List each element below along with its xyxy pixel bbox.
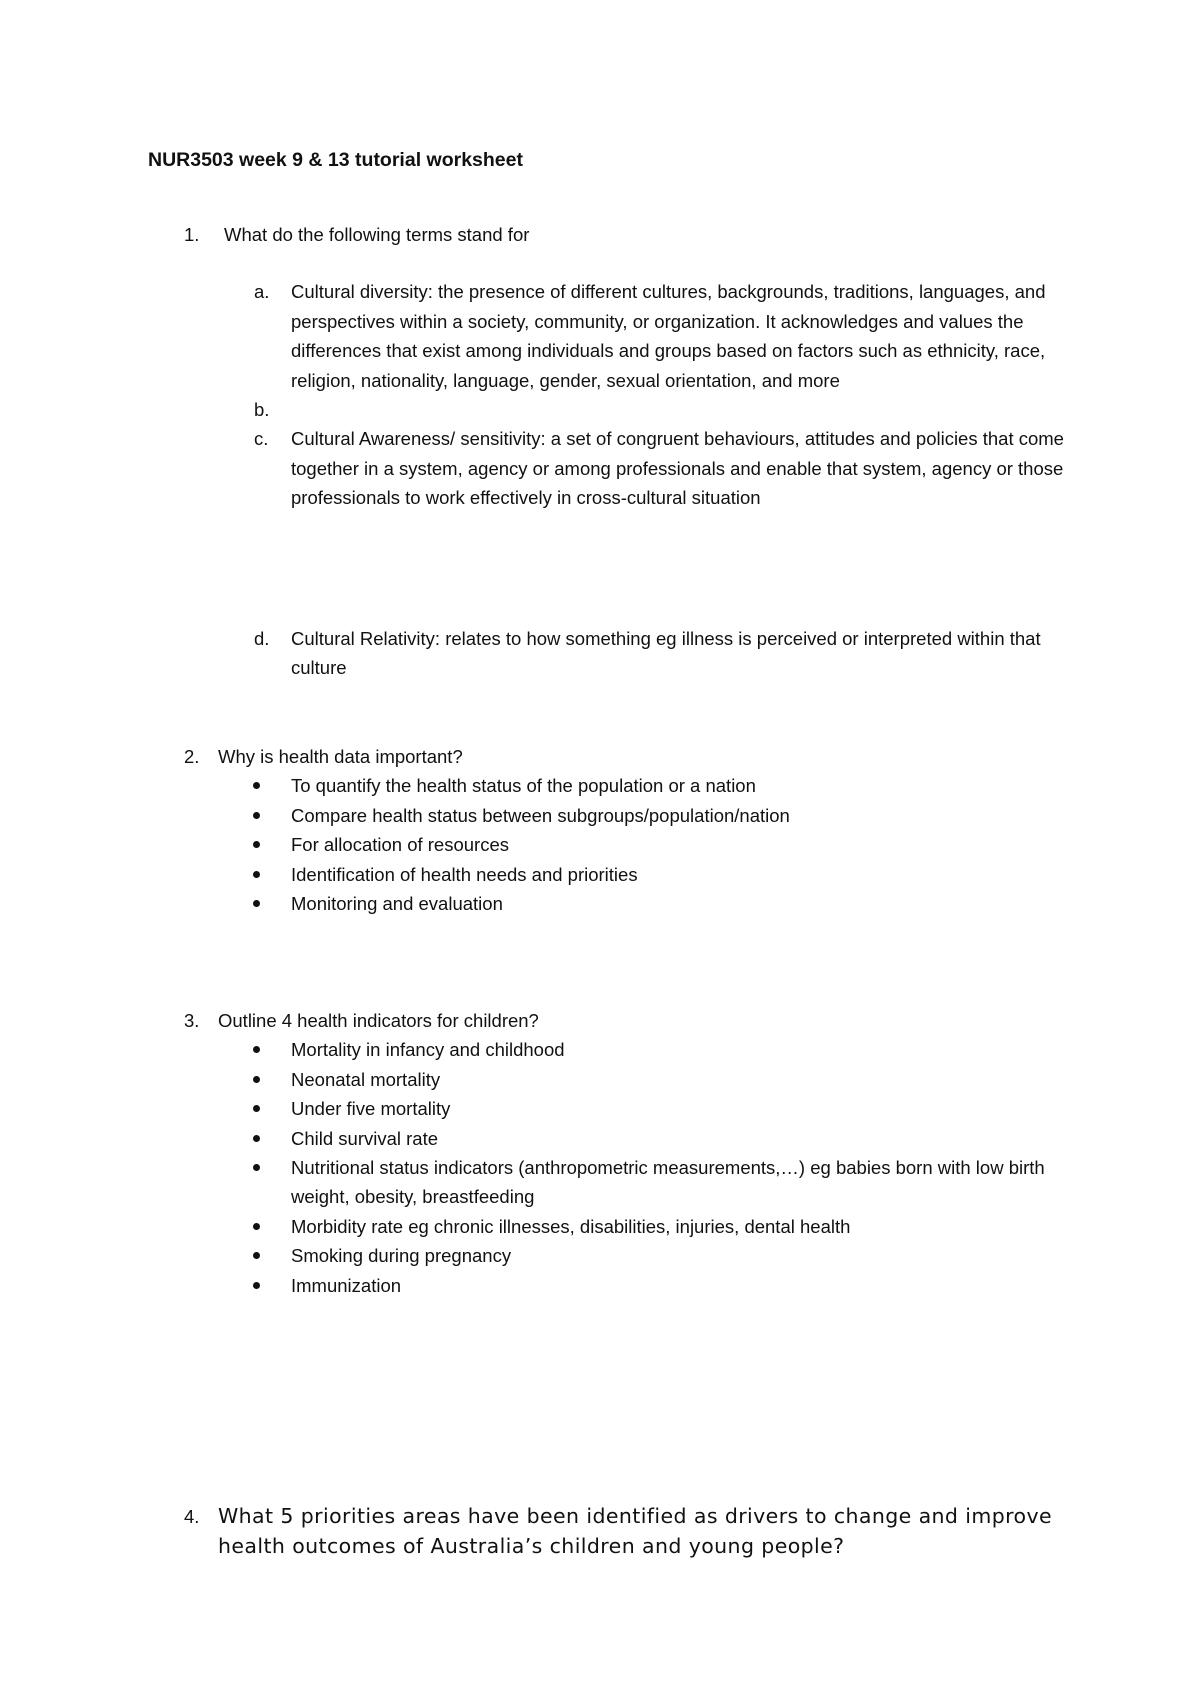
question-text: Why is health data important?	[218, 746, 463, 767]
list-item	[0, 1153, 1200, 1212]
question-3	[0, 1006, 1200, 1300]
item-letter: c.	[254, 428, 269, 450]
question-text: Outline 4 health indicators for children?	[218, 1010, 539, 1031]
bullet-list	[0, 1035, 1200, 1300]
term-item-d	[0, 624, 1200, 683]
list-item-text: Smoking during pregnancy	[291, 1245, 512, 1267]
bullet-icon	[253, 1252, 260, 1259]
bullet-icon	[253, 812, 260, 819]
item-letter: b.	[254, 399, 270, 421]
bullet-icon	[253, 1046, 260, 1053]
list-item-text: Compare health status between subgroups/population/nation	[291, 804, 790, 826]
bullet-icon	[253, 1135, 260, 1142]
item-letter: d.	[254, 628, 270, 649]
question-text: What do the following terms stand for	[224, 224, 530, 245]
term-item-a	[0, 277, 1200, 395]
list-item-text: Immunization	[291, 1274, 402, 1296]
item-text	[291, 395, 1071, 424]
question-number: 1.	[184, 224, 200, 245]
question-number: 4.	[184, 1506, 200, 1527]
list-item-text: Mortality in infancy and childhood	[291, 1039, 565, 1061]
item-letter: a.	[254, 281, 270, 303]
term-item-c	[0, 424, 1200, 512]
item-text: Cultural Awareness/ sensitivity: a set of congruent behaviours, attitudes and policies that come together in a system, agency or among professionals and enable that system, agency or those professionals to work effectively in cross-cultural situation	[291, 428, 1064, 509]
item-text: Cultural diversity: the presence of different cultures, backgrounds, traditions, languages, and perspectives within a society, community, or organization. It acknowledges and values the differences that exist among individuals and groups based on factors such as ethnicity, race, religion, nationality, language, gender, sexual orientation, and more	[291, 281, 1046, 391]
question-2	[0, 742, 1200, 918]
list-item	[0, 1241, 1200, 1270]
list-item	[0, 889, 1200, 918]
bullet-list	[0, 771, 1200, 918]
list-item-text: To quantify the health status of the population or a nation	[291, 775, 756, 797]
question-text: What 5 priorities areas have been identified as drivers to change and improve health outcomes of Australia’s children and young people?	[218, 1504, 1053, 1558]
list-item	[0, 771, 1200, 800]
list-item	[0, 1212, 1200, 1241]
list-item	[0, 860, 1200, 889]
list-item	[0, 801, 1200, 830]
question-number: 2.	[184, 746, 200, 767]
list-item-text: Child survival rate	[291, 1127, 439, 1149]
question-1-continued	[0, 624, 1200, 683]
list-item	[0, 1065, 1200, 1094]
list-item-text: For allocation of resources	[291, 834, 509, 856]
bullet-icon	[253, 1164, 260, 1171]
question-number: 3.	[184, 1010, 200, 1031]
page-title: NUR3503 week 9 & 13 tutorial worksheet	[148, 149, 523, 171]
list-item-text: Monitoring and evaluation	[291, 893, 503, 915]
bullet-icon	[253, 1105, 260, 1112]
list-item	[0, 1271, 1200, 1300]
bullet-icon	[253, 841, 260, 848]
bullet-icon	[253, 782, 260, 789]
list-item-text: Identification of health needs and priorities	[291, 863, 638, 885]
list-item	[0, 1094, 1200, 1123]
list-item-text: Neonatal mortality	[291, 1068, 441, 1090]
bullet-icon	[253, 900, 260, 907]
item-text: Cultural Relativity: relates to how something eg illness is perceived or interpreted within that culture	[291, 628, 1041, 679]
list-item-text: Morbidity rate eg chronic illnesses, disabilities, injuries, dental health	[291, 1215, 851, 1237]
list-item-text: Under five mortality	[291, 1098, 451, 1120]
list-item	[0, 1124, 1200, 1153]
term-item-b	[0, 395, 1200, 424]
question-1	[0, 220, 1200, 513]
bullet-icon	[253, 1076, 260, 1083]
bullet-icon	[253, 1282, 260, 1289]
list-item-text: Nutritional status indicators (anthropometric measurements,…) eg babies born with low birth weight, obesity, breastfeeding	[291, 1157, 1045, 1208]
bullet-icon	[253, 871, 260, 878]
list-item	[0, 830, 1200, 859]
bullet-icon	[253, 1223, 260, 1230]
list-item	[0, 1035, 1200, 1064]
